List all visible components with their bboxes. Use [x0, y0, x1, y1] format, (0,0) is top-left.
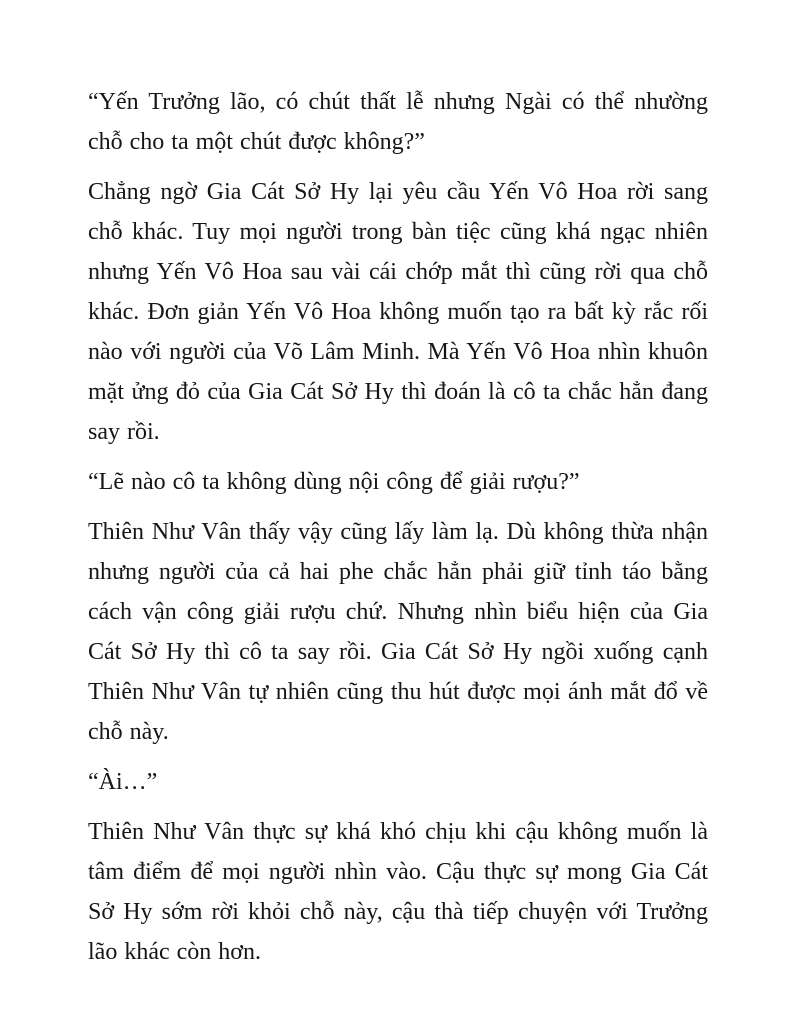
paragraph-narration-3: Thiên Như Vân thực sự khá khó chịu khi cậu không muốn là tâm điểm để mọi người nhìn vào. Cậu thực sự mong Gia Cát Sở Hy sớm rời khỏi chỗ này, cậu thà tiếp chuyện với Trưởng lão khác còn hơn. — [88, 819, 708, 965]
paragraph-narration-1: Chẳng ngờ Gia Cát Sở Hy lại yêu cầu Yến Vô Hoa rời sang chỗ khác. Tuy mọi người trong bàn tiệc cũng khá ngạc nhiên nhưng Yến Vô Hoa sau vài cái chớp mắt thì cũng rời qua chỗ khác. Đơn giản Yến Vô Hoa không muốn tạo ra bất kỳ rắc rối nào với người của Võ Lâm Minh. Mà Yến Vô Hoa nhìn khuôn mặt ửng đỏ của Gia Cát Sở Hy thì đoán là cô ta chắc hẳn đang say rồi. — [88, 179, 708, 445]
paragraph-dialogue-2: “Lẽ nào cô ta không dùng nội công để giải rượu?” — [88, 469, 580, 495]
paragraph-dialogue-1: “Yến Trưởng lão, có chút thất lễ nhưng Ngài có thể nhường chỗ cho ta một chút được không?” — [88, 89, 708, 155]
paragraph-dialogue-3: “Ài…” — [88, 769, 158, 795]
paragraph-narration-2: Thiên Như Vân thấy vậy cũng lấy làm lạ. Dù không thừa nhận nhưng người của cả hai phe chắc hẳn phải giữ tỉnh táo bằng cách vận công giải rượu chứ. Nhưng nhìn biểu hiện của Gia Cát Sở Hy thì cô ta say rồi. Gia Cát Sở Hy ngồi xuống cạnh Thiên Như Vân tự nhiên cũng thu hút được mọi ánh mắt đổ về chỗ này. — [88, 519, 708, 745]
novel-text-block — [88, 82, 708, 972]
